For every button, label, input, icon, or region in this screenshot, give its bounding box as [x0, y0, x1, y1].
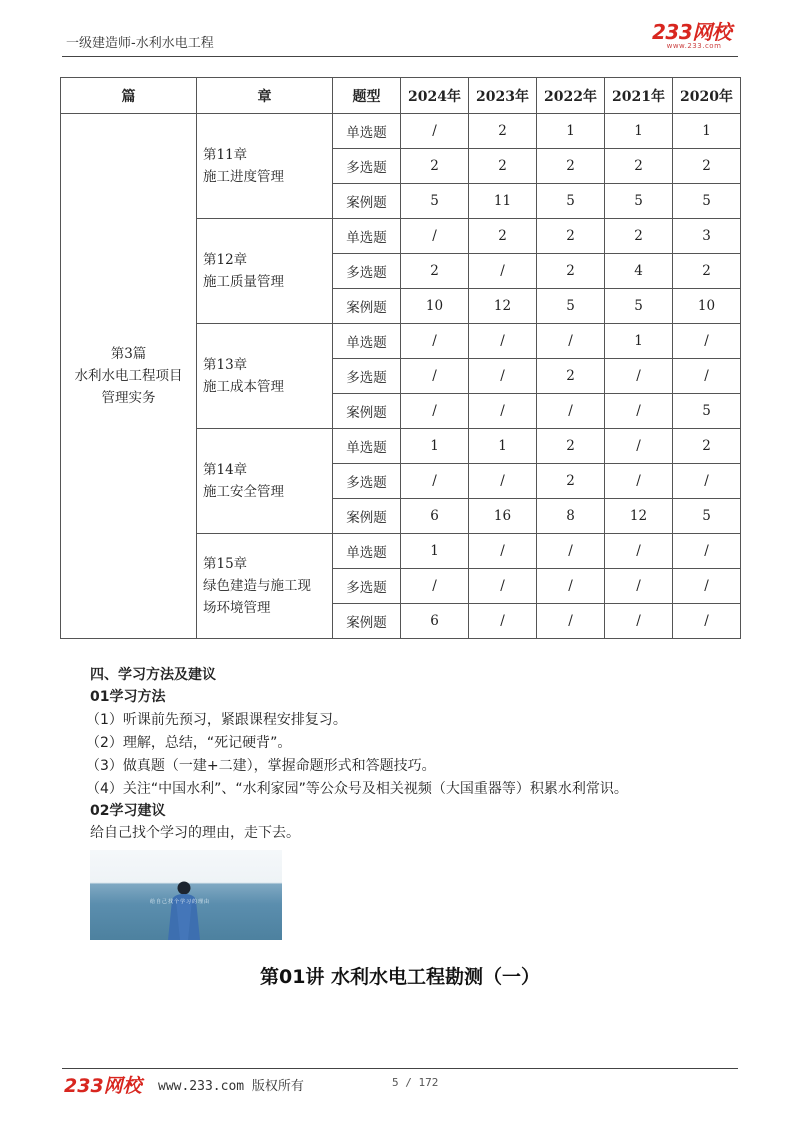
count-cell: 3	[673, 219, 741, 254]
subheading-advice: 02学习建议	[90, 803, 166, 819]
question-type-cell: 单选题	[333, 534, 401, 569]
count-cell: 2	[537, 464, 605, 499]
chapter-cell	[197, 219, 333, 324]
footer-copyright: www.233.com 版权所有	[158, 1079, 304, 1094]
question-type-cell: 案例题	[333, 394, 401, 429]
footer-logo[interactable]: 233网校	[64, 1075, 142, 1097]
question-type-cell: 多选题	[333, 359, 401, 394]
brand-logo-url: www.233.com	[666, 42, 722, 50]
count-cell: 12	[469, 289, 537, 324]
count-cell: 6	[401, 499, 469, 534]
count-cell: 2	[469, 114, 537, 149]
footer-divider	[62, 1068, 738, 1069]
count-cell: 5	[401, 184, 469, 219]
count-cell: 2	[537, 429, 605, 464]
brand-logo[interactable]	[652, 22, 736, 52]
question-type-cell: 案例题	[333, 499, 401, 534]
count-cell: /	[605, 429, 673, 464]
section-line: 水利水电工程项目	[74, 368, 183, 384]
count-cell: /	[673, 359, 741, 394]
chapter-line: 绿色建造与施工现	[203, 578, 311, 594]
table-header-row	[61, 78, 741, 114]
sea-photo	[90, 850, 282, 940]
question-type-cell: 单选题	[333, 429, 401, 464]
header-cell: 2023年	[469, 78, 537, 114]
question-type-cell: 多选题	[333, 149, 401, 184]
count-cell: 5	[537, 184, 605, 219]
count-cell: 5	[605, 289, 673, 324]
count-cell: 5	[673, 499, 741, 534]
chapter-cell	[197, 429, 333, 534]
count-cell: /	[673, 324, 741, 359]
chapter-line: 第13章	[203, 357, 248, 373]
count-cell: /	[401, 114, 469, 149]
chapter-line: 第11章	[203, 147, 248, 163]
header-cell: 题型	[333, 78, 401, 114]
count-cell: 5	[537, 289, 605, 324]
chapter-line: 施工质量管理	[203, 274, 284, 290]
count-cell: 10	[401, 289, 469, 324]
count-cell: 1	[673, 114, 741, 149]
count-cell: 2	[537, 359, 605, 394]
count-cell: /	[469, 359, 537, 394]
count-cell: /	[401, 464, 469, 499]
count-cell: 6	[401, 604, 469, 639]
count-cell: 16	[469, 499, 537, 534]
section-cell	[61, 114, 197, 639]
count-cell: /	[469, 464, 537, 499]
count-cell: /	[537, 569, 605, 604]
question-type-cell: 单选题	[333, 114, 401, 149]
method-item: （4）关注“中国水利”、“水利家园”等公众号及相关视频（大国重器等）积累水利常识。	[86, 781, 628, 797]
count-cell: 2	[469, 219, 537, 254]
count-cell: /	[605, 534, 673, 569]
count-cell: 12	[605, 499, 673, 534]
count-cell: /	[469, 569, 537, 604]
count-cell: 2	[401, 254, 469, 289]
page-number: 5 / 172	[392, 1076, 439, 1089]
header-cell: 2020年	[673, 78, 741, 114]
count-cell: 8	[537, 499, 605, 534]
count-cell: /	[537, 604, 605, 639]
chapter-line: 施工成本管理	[203, 379, 284, 395]
count-cell: 2	[537, 149, 605, 184]
count-cell: 1	[605, 324, 673, 359]
header-cell: 章	[197, 78, 333, 114]
count-cell: 10	[673, 289, 741, 324]
header-title: 一级建造师-水利水电工程	[66, 36, 214, 51]
count-cell: /	[537, 324, 605, 359]
question-type-cell: 多选题	[333, 569, 401, 604]
question-type-cell: 单选题	[333, 324, 401, 359]
count-cell: 1	[537, 114, 605, 149]
chapter-line: 场环境管理	[203, 600, 271, 616]
header-cell: 2022年	[537, 78, 605, 114]
count-cell: 5	[673, 184, 741, 219]
question-type-cell: 多选题	[333, 464, 401, 499]
section-heading: 四、学习方法及建议	[90, 667, 216, 683]
count-cell: /	[401, 569, 469, 604]
count-cell: 2	[605, 219, 673, 254]
count-cell: 11	[469, 184, 537, 219]
question-type-cell: 案例题	[333, 604, 401, 639]
method-item: （1）听课前先预习，紧跟课程安排复习。	[86, 712, 347, 728]
header-cell: 2024年	[401, 78, 469, 114]
count-cell: 2	[537, 254, 605, 289]
count-cell: 5	[605, 184, 673, 219]
chapter-cell	[197, 114, 333, 219]
table-row	[61, 114, 741, 149]
method-item: （3）做真题（一建+二建），掌握命题形式和答题技巧。	[86, 758, 436, 774]
chapter-line: 施工安全管理	[203, 484, 284, 500]
count-cell: /	[469, 394, 537, 429]
question-type-cell: 单选题	[333, 219, 401, 254]
count-cell: /	[673, 604, 741, 639]
section-line: 第3篇	[110, 346, 147, 362]
count-cell: 2	[673, 149, 741, 184]
count-cell: /	[469, 324, 537, 359]
count-cell: /	[537, 394, 605, 429]
exam-distribution-table	[60, 77, 741, 639]
header-cell: 2021年	[605, 78, 673, 114]
count-cell: 1	[401, 429, 469, 464]
person-silhouette-icon	[90, 850, 282, 940]
brand-logo-text: 233网校	[652, 20, 732, 44]
count-cell: 2	[469, 149, 537, 184]
count-cell: /	[605, 359, 673, 394]
count-cell: /	[401, 219, 469, 254]
count-cell: /	[605, 394, 673, 429]
count-cell: 4	[605, 254, 673, 289]
chapter-line: 第14章	[203, 462, 248, 478]
count-cell: 2	[401, 149, 469, 184]
count-cell: 5	[673, 394, 741, 429]
count-cell: 2	[673, 429, 741, 464]
count-cell: 2	[605, 149, 673, 184]
count-cell: /	[673, 464, 741, 499]
chapter-line: 施工进度管理	[203, 169, 284, 185]
header-cell: 篇	[61, 78, 197, 114]
count-cell: /	[469, 254, 537, 289]
count-cell: /	[605, 604, 673, 639]
count-cell: /	[469, 604, 537, 639]
count-cell: /	[605, 569, 673, 604]
chapter-cell	[197, 534, 333, 639]
count-cell: 2	[537, 219, 605, 254]
count-cell: 1	[469, 429, 537, 464]
count-cell: /	[401, 394, 469, 429]
count-cell: /	[673, 569, 741, 604]
count-cell: /	[469, 534, 537, 569]
count-cell: /	[401, 359, 469, 394]
count-cell: /	[605, 464, 673, 499]
header-divider	[62, 56, 738, 57]
count-cell: 1	[401, 534, 469, 569]
chapter-line: 第15章	[203, 556, 248, 572]
count-cell: 1	[605, 114, 673, 149]
chapter-cell	[197, 324, 333, 429]
subheading-methods: 01学习方法	[90, 689, 166, 705]
count-cell: /	[401, 324, 469, 359]
photo-caption: 给自己找个学习的理由	[150, 899, 211, 905]
count-cell: 2	[673, 254, 741, 289]
count-cell: /	[537, 534, 605, 569]
question-type-cell: 案例题	[333, 184, 401, 219]
advice-text: 给自己找个学习的理由，走下去。	[90, 825, 300, 841]
chapter-line: 第12章	[203, 252, 248, 268]
count-cell: /	[673, 534, 741, 569]
question-type-cell: 案例题	[333, 289, 401, 324]
method-item: （2）理解，总结，“死记硬背”。	[86, 735, 292, 751]
section-line: 管理实务	[101, 390, 156, 406]
question-type-cell: 多选题	[333, 254, 401, 289]
lecture-title: 第01讲 水利水电工程勘测（一）	[259, 966, 541, 988]
